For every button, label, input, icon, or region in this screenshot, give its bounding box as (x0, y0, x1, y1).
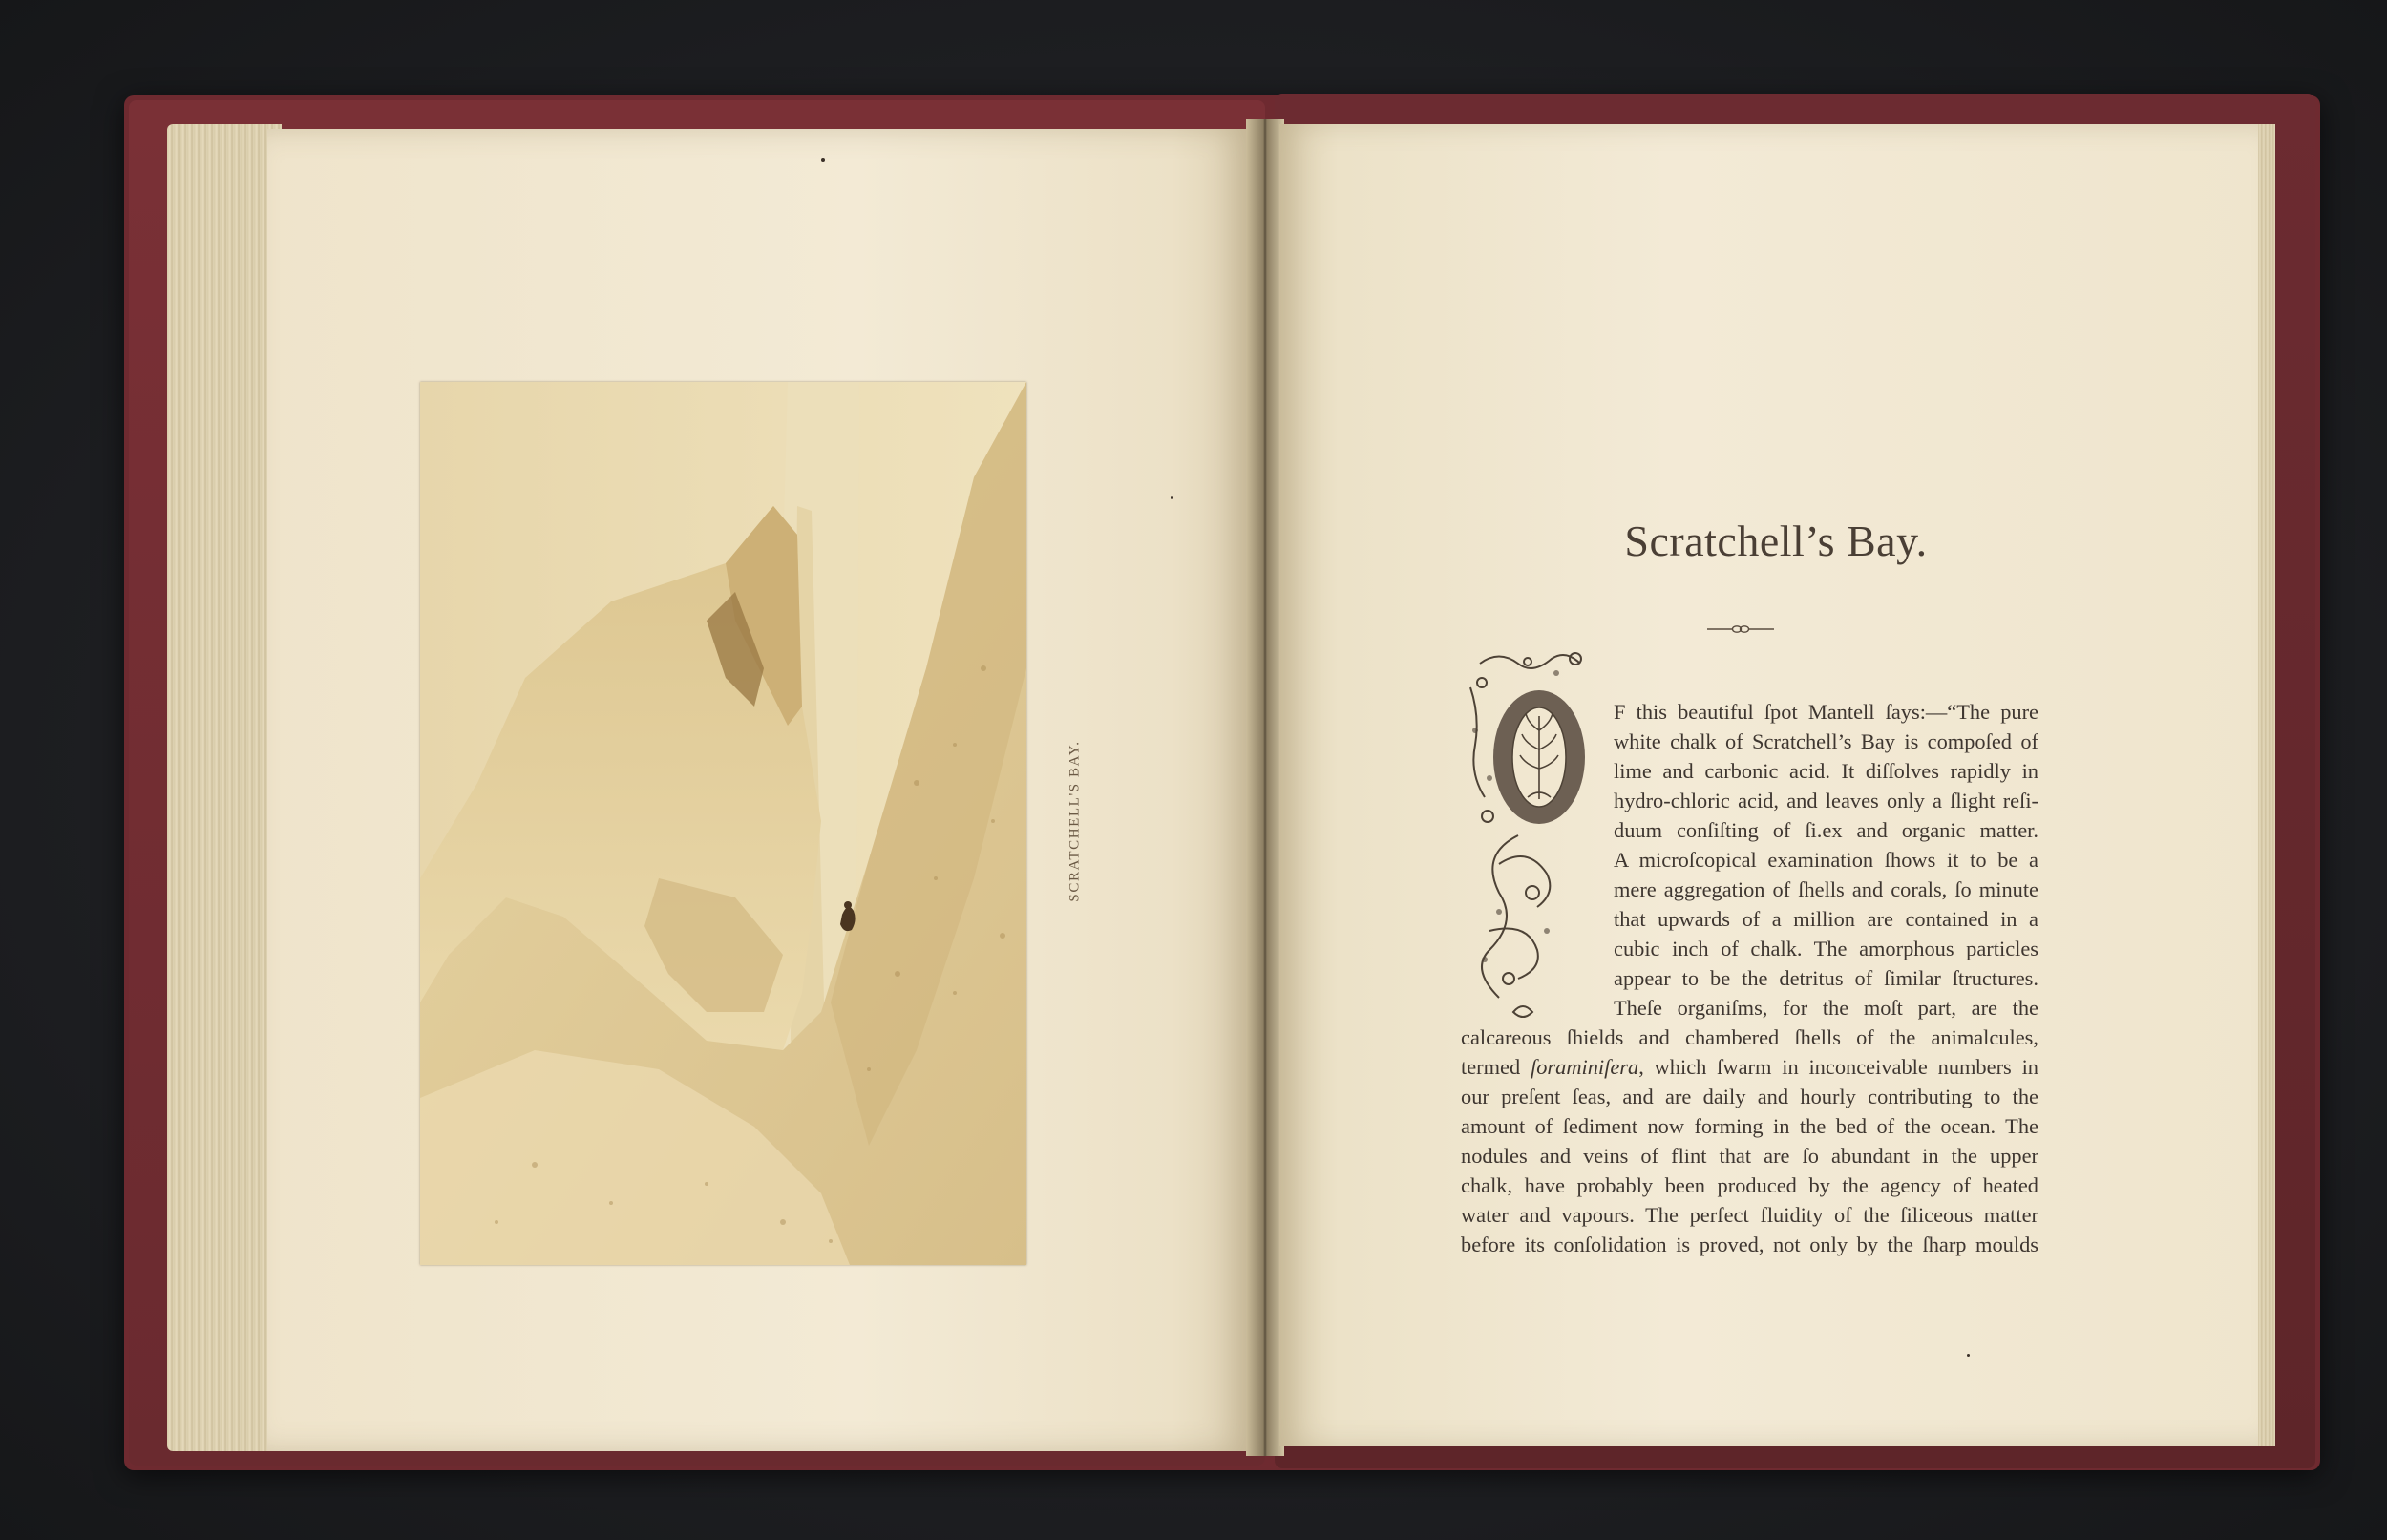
text-line: lime and carbonic acid. It diſſolves rapidly in (1614, 759, 2038, 783)
paper-speck (1967, 1354, 1970, 1357)
paper-speck (821, 158, 825, 162)
text-line: chalk, have probably been produced by the agency of heated (1461, 1173, 2038, 1197)
text-line: termed foraminifera, which ſwarm in inconceivable numbers in (1461, 1055, 2038, 1079)
cliff-photograph (420, 382, 1026, 1265)
text-line: white chalk of Scratchell’s Bay is compoſed of (1614, 729, 2038, 753)
page-title: Scratchell’s Bay. (1624, 517, 1928, 565)
text-line: water and vapours. The perfect fluidity of the ſiliceous matter (1461, 1203, 2038, 1227)
photo-image (420, 382, 1026, 1265)
text-line: A microſcopical examination ſhows it to be a (1614, 848, 2038, 872)
photo-caption: SCRATCHELL'S BAY. (1067, 740, 1083, 902)
text-line: that upwards of a million are contained in a (1614, 907, 2038, 931)
text-line: duum conſiſting of ſi.ex and organic matter. (1614, 818, 2038, 842)
text-line: cubic inch of chalk. The amorphous particles (1614, 937, 2038, 960)
text-line: hydro-chloric acid, and leaves only a ſlight reſi- (1614, 789, 2038, 812)
text-line: appear to be the detritus of ſimilar ſtructures. (1614, 966, 2038, 990)
italic-term: foraminifera (1531, 1055, 1639, 1079)
ornament-rule-icon (1707, 622, 1774, 636)
text-line: our preſent ſeas, and are daily and hourly contributing to the (1461, 1085, 2038, 1108)
text-line: calcareous ſhields and chambered ſhells of the animalcules, (1461, 1025, 2038, 1049)
text-line: mere aggregation of ſhells and corals, ſo minute (1614, 877, 2038, 901)
text-line: F this beautiful ſpot Mantell ſays:—“The pure (1614, 700, 2038, 724)
right-page-edges (2258, 124, 2275, 1446)
body-text (1461, 697, 2038, 1259)
text-line: Theſe organiſms, for the moſt part, are the (1614, 996, 2038, 1020)
text-line: nodules and veins of flint that are ſo abundant in the upper (1461, 1144, 2038, 1168)
text-line: amount of ſediment now forming in the bed of the ocean. The (1461, 1114, 2038, 1138)
text-line: before its conſolidation is proved, not only by the ſharp moulds (1461, 1233, 2038, 1256)
paper-speck (1171, 496, 1173, 499)
page-edges-stack (167, 124, 282, 1451)
book-gutter (1246, 119, 1284, 1456)
